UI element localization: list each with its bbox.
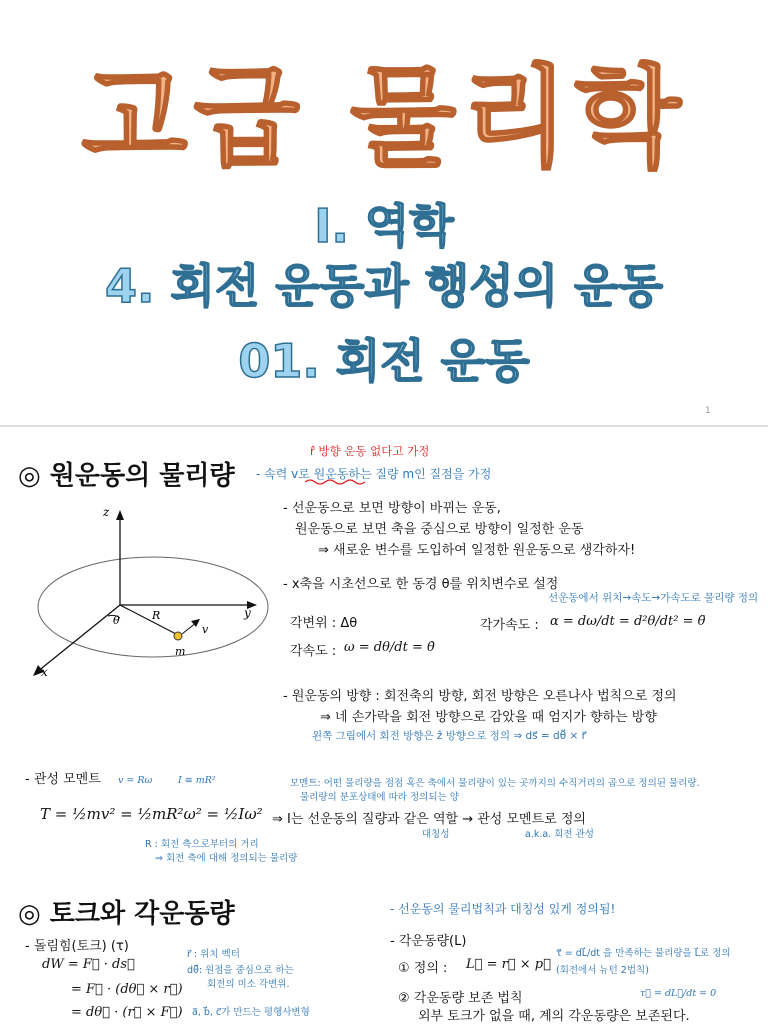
moment-note-1: 모멘트: 어떤 물리량을 점점 혹은 축에서 물리량이 있는 곳까지의 수직거리의 곱으로 정의된 물리량. — [290, 778, 700, 789]
direction-note: 왼쪽 그림에서 회전 방향은 ẑ 방향으로 정의 ⇒ ds⃗ = dθ⃗ × r⃗ — [312, 730, 586, 742]
label-v: v — [202, 623, 209, 636]
slide-divider — [0, 425, 768, 427]
aka-note: a.k.a. 회전 관성 — [525, 829, 594, 840]
work-eq-2: = F⃗ · (dθ⃗ × r⃗) — [71, 982, 183, 997]
moment-label: - 관성 모멘트 — [25, 772, 101, 787]
dtheta-note-2: 회전의 미소 각변위. — [207, 979, 290, 990]
point1-line3: ⇒ 새로운 변수를 도입하여 일정한 원운동으로 생각하자! — [318, 543, 636, 558]
point2: - x축을 시초선으로 한 동경 θ를 위치변수로 설정 — [283, 577, 559, 592]
definition-label: ① 정의 : — [398, 961, 448, 976]
moment-note-2: 물리량의 분포상태에 따라 정의되는 양 — [300, 792, 459, 803]
definition-eq: L⃗ = r⃗ × p⃗ — [466, 957, 551, 972]
assumption-red-note: r̂ 방향 운동 없다고 가정 — [310, 444, 430, 458]
work-eq-1: dW = F⃗ · ds⃗ — [42, 957, 135, 972]
label-m: m — [175, 645, 186, 658]
wavy-underline — [305, 478, 365, 486]
point1-line2: 원운동으로 보면 축을 중심으로 방향이 일정한 운동 — [295, 522, 584, 537]
circular-motion-diagram — [25, 500, 285, 690]
chapter-title: 4. 회전 운동과 행성의 운동 — [105, 259, 663, 313]
dtheta-note-1: dθ⃗: 원점을 중심으로 하는 — [187, 965, 294, 976]
label-y: y — [244, 606, 251, 620]
section1-heading: ◎ 원운동의 물리량 — [18, 461, 235, 491]
radius-note-2: ⇒ 회전 축에 대해 정의되는 물리량 — [155, 853, 298, 864]
angular-acceleration-eq: α = dω/dt = d²θ/dt² = θ̈ — [550, 614, 706, 629]
work-eq-3: = dθ⃗ · (r⃗ × F⃗) — [71, 1005, 183, 1020]
position-vector-note: r⃗ : 위치 벡터 — [187, 949, 240, 960]
page-number: 1 — [705, 406, 711, 416]
main-title: 고급 물리학 — [81, 54, 687, 182]
section2-heading: ◎ 토크와 각운동량 — [18, 899, 235, 929]
angular-acceleration-label: 각가속도 : — [480, 618, 539, 633]
definition-note-1: τ⃗ = dL⃗/dt 을 만족하는 물리량을 L⃗로 정의 — [556, 948, 731, 959]
angular-velocity-eq: ω = dθ/dt = θ̇ — [344, 640, 435, 655]
radius-note-1: R : 회전 축으로부터의 거리 — [145, 839, 259, 850]
angular-momentum-label: - 각운동량(L) — [390, 934, 467, 949]
angular-displacement: 각변위 : Δθ — [290, 616, 358, 631]
point1-line1: - 선운동으로 보면 방향이 바뀌는 운동, — [283, 501, 501, 516]
moment-conclusion: ⇒ I는 선운동의 질량과 같은 역할 → 관성 모멘트로 정의 — [272, 812, 586, 827]
conservation-desc: 외부 토크가 없을 때, 계의 각운동량은 보존된다. — [418, 1009, 690, 1024]
mass-point — [174, 632, 182, 640]
symmetry-law-note: - 선운동의 물리법칙과 대칭성 있게 정의됨! — [390, 902, 616, 916]
label-R: R — [152, 609, 161, 622]
angular-velocity-label: 각속도 : — [290, 644, 337, 659]
conservation-eq: τ⃗ = dL⃗/dt = 0 — [640, 988, 717, 999]
assumption-blue-note: - 속력 v로 원운동하는 질량 m인 질점을 가정 — [256, 467, 492, 481]
label-theta: θ — [113, 614, 120, 627]
radius-line — [120, 605, 178, 635]
label-x: x — [41, 665, 48, 679]
symmetry-note: 대칭성 — [422, 829, 450, 840]
part-title: Ⅰ. 역학 — [314, 199, 454, 253]
relation-v: v = Rω — [118, 775, 153, 786]
definition-note-2: (회전에서 뉴턴 2법칙) — [556, 965, 649, 976]
position-note: 선운동에서 위치→속도→가속도로 물리량 정의 — [548, 592, 759, 604]
direction-line1: - 원운동의 방향 : 회전축의 방향, 회전 방향은 오른나사 법칙으로 정의 — [283, 689, 677, 704]
label-z: z — [103, 505, 110, 519]
direction-line2: ⇒ 네 손가락을 회전 방향으로 감았을 때 엄지가 향하는 방향 — [320, 710, 657, 725]
x-axis — [37, 605, 120, 672]
section-title: 01. 회전 운동 — [238, 334, 530, 388]
kinetic-energy-eq: T = ½mv² = ½mR²ω² = ½Iω² — [40, 805, 263, 823]
parallelogram-note: a⃗, b⃗, c⃗가 만드는 평행사변형 — [192, 1007, 310, 1018]
title-slide — [0, 0, 768, 416]
relation-I: I ≡ mR² — [178, 775, 216, 786]
torque-label: - 돌림힘(토크) (τ) — [25, 939, 129, 954]
conservation-label: ② 각운동량 보존 법칙 — [398, 991, 523, 1006]
